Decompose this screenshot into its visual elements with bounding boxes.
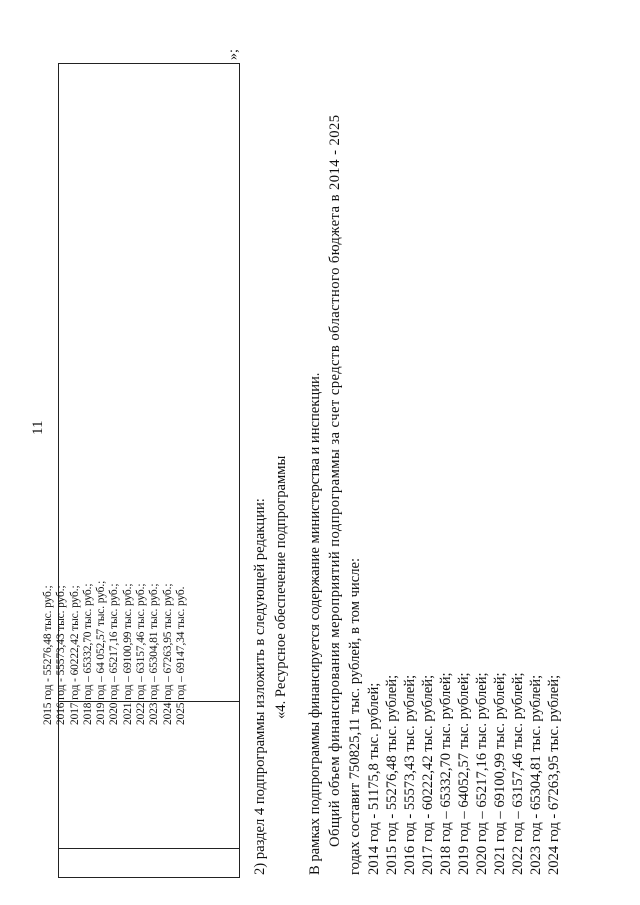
table-line: 2025 год – 69147,34 тыс. руб. — [174, 586, 187, 725]
paragraph-financing: В рамках подпрограммы финансируется содержание министерства и инспекции. — [307, 372, 323, 875]
year-line: 2024 год - 67263,95 тыс. рублей; — [546, 674, 562, 875]
paragraph-volume-line-1: Общий объем финансирования мероприятий подпрограммы за счет средств областного бюджета в 2014 - 2025 — [327, 114, 343, 847]
year-line: 2022 год – 63157,46 тыс. рублей; — [510, 672, 526, 875]
table-line: 2024 год – 67263,95 тыс. руб.; — [161, 583, 174, 725]
closing-quote: »; — [226, 49, 241, 60]
table-line: 2019 год – 64 052,57 тыс. руб.; — [95, 580, 108, 725]
year-line: 2018 год – 65332,70 тыс. рублей; — [438, 672, 454, 875]
table-line: 2017 год - 60222,42 тыс. руб.; — [68, 585, 81, 725]
table-line: 2018 год – 65332,70 тыс. руб.; — [81, 583, 94, 725]
year-line: 2021 год – 69100,99 тыс. рублей; — [492, 672, 508, 875]
year-line: 2017 год - 60222,42 тыс. рублей; — [420, 674, 436, 875]
table-line: 2023 год – 65304,81 тыс. руб.; — [148, 583, 161, 725]
year-line: 2015 год - 55276,48 тыс. рублей; — [384, 674, 400, 875]
table-line: 2021 год – 69100,99 тыс. руб.; — [121, 583, 134, 725]
table-left-column — [59, 701, 239, 877]
section-intro: 2) раздел 4 подпрограммы изложить в следующей редакции: — [252, 498, 268, 875]
year-line: 2023 год - 65304,81 тыс. рублей; — [528, 674, 544, 875]
table-line: 2022 год – 63157,46 тыс. руб.; — [135, 583, 148, 725]
table-line: 2015 год - 55276,48 тыс. руб.; — [42, 585, 54, 725]
table-line: 2016 год - 55573,43 тыс. руб.; — [55, 585, 68, 725]
paragraph-volume-line-2: годах составит 750825,11 тыс. рублей, в том числе: — [347, 557, 363, 875]
year-line: 2019 год – 64052,57 тыс. рублей; — [456, 672, 472, 875]
budget-table — [58, 63, 240, 878]
year-line: 2020 год – 65217,16 тыс. рублей; — [474, 672, 490, 875]
table-cell-amounts — [42, 581, 188, 725]
year-line: 2016 год - 55573,43 тыс. рублей; — [402, 674, 418, 875]
page-number: 11 — [30, 420, 46, 435]
year-line: 2014 год - 51175,8 тыс. рублей; — [366, 682, 382, 875]
table-left-strip — [59, 848, 239, 877]
section-title: «4. Ресурсное обеспечение подпрограммы — [273, 455, 289, 719]
table-line: 2020 год – 65217,16 тыс. руб.; — [108, 583, 121, 725]
